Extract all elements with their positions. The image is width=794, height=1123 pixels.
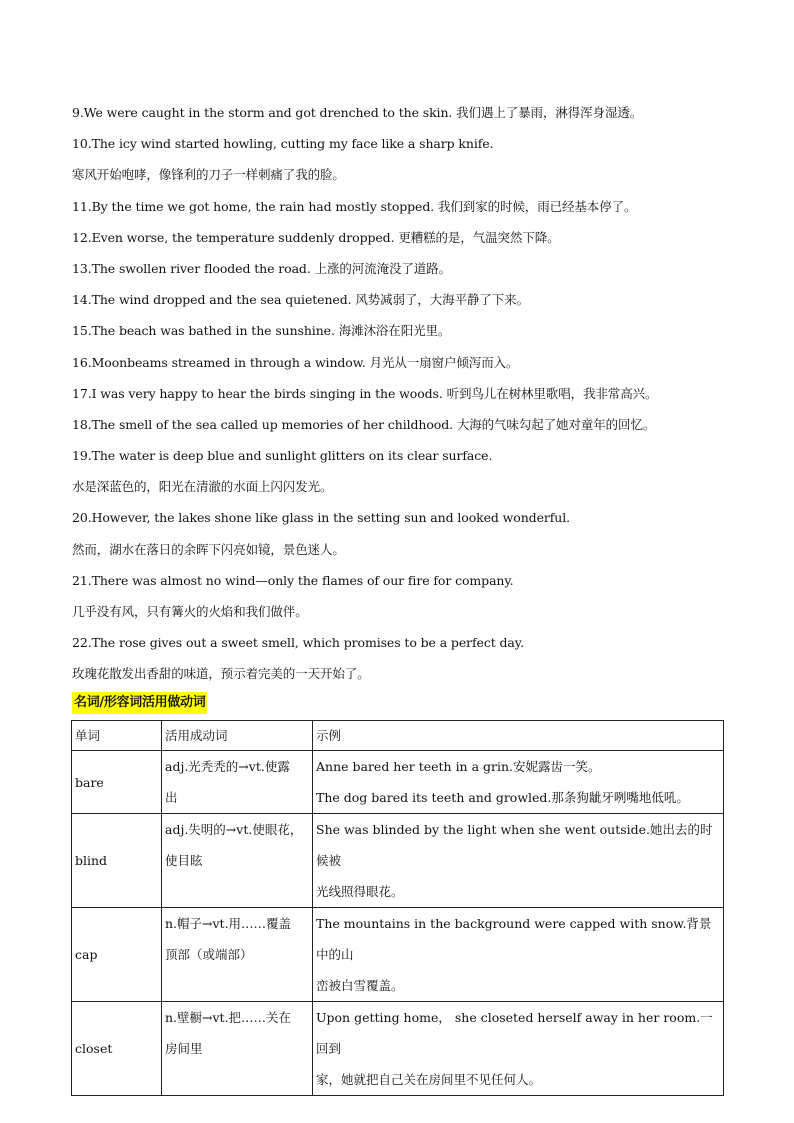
usage-line: n.壁橱→vt.把……关在 <box>165 1010 292 1025</box>
example-line: She was blinded by the light when she went outside.她出去的时候被 <box>316 822 713 868</box>
sentence-line: 18.The smell of the sea called up memories of her childhood. 大海的气味勾起了她对童年的回忆。 <box>72 416 656 432</box>
word-cell: closet <box>72 1002 162 1096</box>
sentence-line: 寒风开始咆哮，像锋利的刀子一样刺痛了我的脸。 <box>72 167 345 183</box>
usage-line: n.帽子→vt.用……覆盖 <box>165 916 292 931</box>
table-row <box>72 908 724 1002</box>
sentence-line: 9.We were caught in the storm and got drenched to the skin. 我们遇上了暴雨，淋得浑身湿透。 <box>72 105 643 120</box>
sentence-line: 17.I was very happy to hear the birds singing in the woods. 听到鸟儿在树林里歌唱，我非常高兴。 <box>72 385 658 401</box>
example-cell <box>313 814 724 908</box>
example-cell <box>313 751 724 814</box>
header-usage: 活用成动词 <box>162 721 313 751</box>
example-cell <box>313 1002 724 1096</box>
table-header-row <box>72 721 724 751</box>
example-line: 峦被白雪覆盖。 <box>316 978 404 993</box>
sentence-line: 几乎没有风，只有篝火的火焰和我们做伴。 <box>72 604 308 619</box>
usage-cell <box>162 751 313 814</box>
usage-cell <box>162 1002 313 1096</box>
example-line: 家，她就把自己关在房间里不见任何人。 <box>316 1072 542 1087</box>
example-line: The dog bared its teeth and growled.那条狗龇牙咧嘴地低吼。 <box>316 790 689 805</box>
table-row <box>72 1002 724 1096</box>
section-heading: 名词/形容词活用做动词 <box>72 692 207 714</box>
example-line: Anne bared her teeth in a grin.安妮露齿一笑。 <box>316 759 601 774</box>
vocabulary-table <box>71 720 724 1096</box>
usage-line: adj.失明的→vt.使眼花， <box>165 822 303 837</box>
usage-line: 出 <box>165 790 178 805</box>
sentence-line: 10.The icy wind started howling, cutting my face like a sharp knife. <box>72 136 494 152</box>
table-row <box>72 751 724 814</box>
example-line: 光线照得眼花。 <box>316 884 404 899</box>
usage-line: 房间里 <box>165 1041 203 1056</box>
sentence-line: 15.The beach was bathed in the sunshine. 海滩沐浴在阳光里。 <box>72 323 451 339</box>
example-line: The mountains in the background were capped with snow.背景中的山 <box>316 916 712 962</box>
example-line: Upon getting home， she closeted herself away in her room.一回到 <box>316 1010 713 1056</box>
sentence-line: 11.By the time we got home, the rain had mostly stopped. 我们到家的时候，雨已经基本停了。 <box>72 198 637 214</box>
usage-line: adj.光秃秃的→vt.使露 <box>165 759 290 774</box>
sentence-line: 水是深蓝色的，阳光在清澈的水面上闪闪发光。 <box>72 479 333 495</box>
sentence-line: 16.Moonbeams streamed in through a window. 月光从一扇窗户倾泻而入。 <box>72 354 519 370</box>
usage-cell <box>162 814 313 908</box>
sentence-line: 14.The wind dropped and the sea quietened. 风势减弱了，大海平静了下来。 <box>72 292 529 308</box>
example-cell <box>313 908 724 1002</box>
sentence-line: 22.The rose gives out a sweet smell, which promises to be a perfect day. <box>72 635 524 651</box>
section-heading-wrap <box>72 691 207 714</box>
word-cell: cap <box>72 908 162 1002</box>
sentence-line: 20.However, the lakes shone like glass in the setting sun and looked wonderful. <box>72 510 570 526</box>
sentence-line: 玫瑰花散发出香甜的味道，预示着完美的一天开始了。 <box>72 666 370 682</box>
word-cell: blind <box>72 814 162 908</box>
sentence-line: 19.The water is deep blue and sunlight glitters on its clear surface. <box>72 448 493 464</box>
usage-line: 顶部（或端部） <box>165 947 253 962</box>
usage-line: 使目眩 <box>165 853 203 868</box>
sentence-list <box>72 97 732 690</box>
word-cell: bare <box>72 751 162 814</box>
sentence-line: 12.Even worse, the temperature suddenly dropped. 更糟糕的是，气温突然下降。 <box>72 229 560 245</box>
sentence-line: 13.The swollen river flooded the road. 上涨的河流淹没了道路。 <box>72 260 451 276</box>
sentence-line: 然而，湖水在落日的余晖下闪亮如镜，景色迷人。 <box>72 541 345 557</box>
usage-cell <box>162 908 313 1002</box>
table-row <box>72 814 724 908</box>
header-word: 单词 <box>72 721 162 751</box>
header-example: 示例 <box>313 721 724 751</box>
sentence-line: 21.There was almost no wind—only the flames of our fire for company. <box>72 572 514 588</box>
